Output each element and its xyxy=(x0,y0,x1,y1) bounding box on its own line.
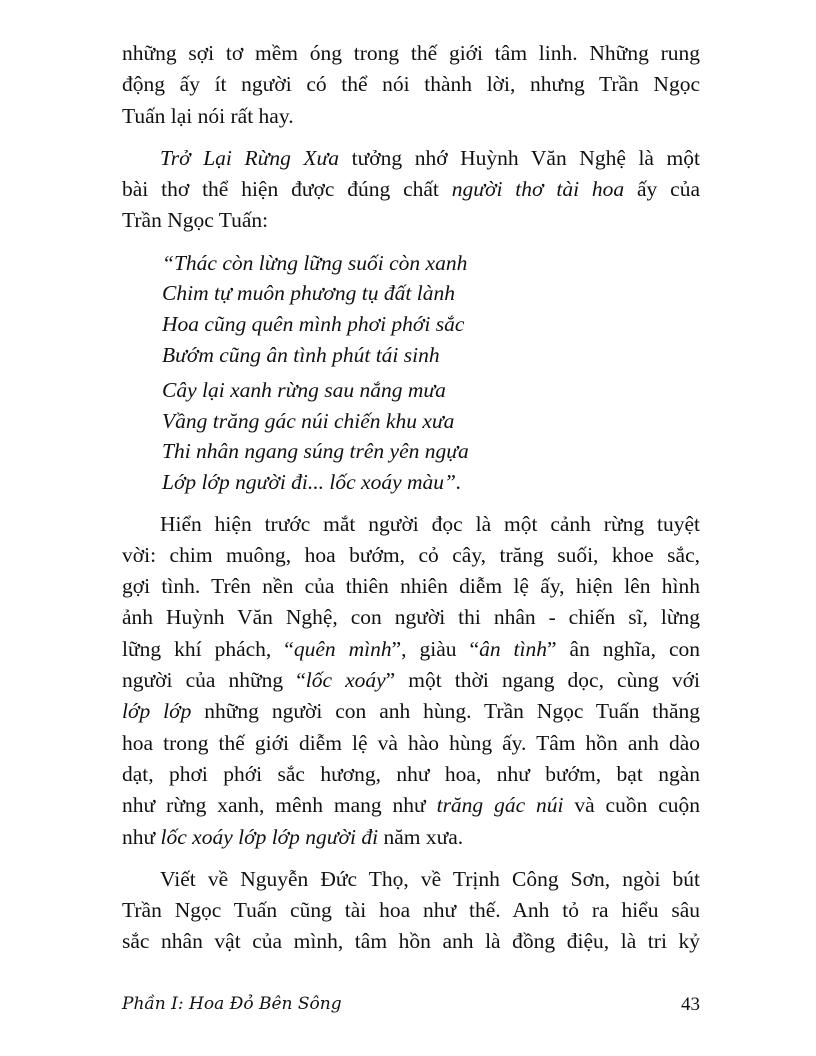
text-run: ấy của xyxy=(624,177,700,202)
text-run: hoa trong thế giới diễm lệ và hào hùng ấy. Tâm hồn anh dào xyxy=(122,730,700,755)
text-line xyxy=(122,634,700,665)
italic-text: lốc xoáy lớp lớp người đi xyxy=(160,824,379,849)
text-run: sắc nhân vật của mình, tâm hồn anh là đồng điệu, là tri kỷ xyxy=(122,929,700,954)
italic-text: người thơ tài hoa xyxy=(451,177,625,202)
text-run: Trần Ngọc Tuấn cũng tài hoa như thế. Anh tỏ ra hiểu sâu xyxy=(122,898,700,923)
text-line xyxy=(122,38,700,69)
italic-text: lốc xoáy xyxy=(305,668,386,693)
text-run: lững khí phách, “ xyxy=(122,636,294,661)
text-line xyxy=(122,665,700,696)
text-run: Viết về Nguyễn Đức Thọ, về Trịnh Công Sơn, ngòi bút xyxy=(160,866,700,891)
paragraph-gap xyxy=(122,237,700,248)
text-line xyxy=(122,759,700,790)
text-run: những người con anh hùng. Trần Ngọc Tuấn thăng xyxy=(191,699,700,724)
paragraph-gap xyxy=(122,853,700,864)
text-run: bài thơ thể hiện được đúng chất xyxy=(122,177,452,202)
text-run: những sợi tơ mềm óng trong thế giới tâm linh. Những rung xyxy=(122,41,700,65)
text-after-poem xyxy=(122,509,700,969)
text-run: ảnh Huỳnh Văn Nghệ, con người thi nhân - chiến sĩ, lừng xyxy=(122,605,700,630)
text-run: ”, giàu “ xyxy=(391,636,480,661)
text-line xyxy=(122,822,700,853)
poem-line: “Thác còn lừng lững suối còn xanh xyxy=(162,250,468,275)
text-line xyxy=(122,895,700,926)
poem-line: Thi nhân ngang súng trên yên ngựa xyxy=(162,439,469,464)
text-run: và cuồn cuộn xyxy=(563,793,700,818)
text-line xyxy=(122,864,700,895)
text-run: Tuấn lại nói rất hay. xyxy=(122,103,294,128)
text-line xyxy=(122,143,700,174)
paragraph xyxy=(122,864,700,958)
text-line xyxy=(122,509,700,540)
paragraph-gap xyxy=(122,958,700,969)
text-line xyxy=(122,728,700,759)
italic-text: lớp lớp xyxy=(122,699,192,724)
poem-line: Chim tự muôn phương tụ đất lành xyxy=(162,281,455,306)
text-line xyxy=(122,540,700,571)
text-line xyxy=(122,571,700,602)
italic-text: Trở Lại Rừng Xưa xyxy=(160,145,340,170)
italic-text: quên mình xyxy=(293,636,392,661)
text-run: như rừng xanh, mênh mang như xyxy=(122,793,437,818)
page-number: 43 xyxy=(681,994,700,1015)
text-line xyxy=(122,69,700,100)
paragraph xyxy=(122,509,700,853)
text-before-poem xyxy=(122,38,700,248)
text-run: động ấy ít người có thể nói thành lời, nhưng Trần Ngọc xyxy=(122,72,700,97)
text-line xyxy=(122,790,700,821)
italic-text: ân tình xyxy=(479,636,547,661)
text-run: Trần Ngọc Tuấn: xyxy=(122,208,269,233)
paragraph xyxy=(122,143,700,237)
text-run: vời: chim muông, hoa bướm, cỏ cây, trăng suối, khoe sắc, xyxy=(122,542,700,567)
poem-line: Hoa cũng quên mình phơi phới sắc xyxy=(162,311,465,336)
text-line xyxy=(122,696,700,727)
paragraph xyxy=(122,38,700,132)
text-line xyxy=(122,205,700,236)
text-line xyxy=(122,602,700,633)
paragraph-gap xyxy=(122,498,700,509)
page-body xyxy=(122,38,700,969)
poem-line: Bướm cũng ân tình phút tái sinh xyxy=(162,342,440,367)
poem-line: Vầng trăng gác núi chiến khu xưa xyxy=(162,408,455,433)
poem-line: Lớp lớp người đi... lốc xoáy màu”. xyxy=(162,469,462,494)
text-run: người của những “ xyxy=(122,668,306,693)
text-run: ” ân nghĩa, con xyxy=(547,636,700,661)
italic-text: trăng gác núi xyxy=(436,793,564,818)
text-line xyxy=(122,926,700,957)
text-line xyxy=(122,101,700,132)
text-run: gợi tình. Trên nền của thiên nhiên diễm lệ ấy, hiện lên hình xyxy=(122,574,700,599)
text-run: như xyxy=(122,824,161,849)
text-run: ” một thời ngang dọc, cùng với xyxy=(385,668,700,693)
running-footer-title: Phần I: Hoa Đỏ Bên Sông xyxy=(122,994,342,1014)
text-run: Hiển hiện trước mắt người đọc là một cảnh rừng tuyệt xyxy=(160,511,700,536)
text-run: năm xưa. xyxy=(378,824,464,849)
poem-quote xyxy=(122,248,700,509)
poem-line: Cây lại xanh rừng sau nắng mưa xyxy=(162,378,446,403)
text-run: tưởng nhớ Huỳnh Văn Nghệ là một xyxy=(339,145,700,170)
text-run: dạt, phơi phới sắc hương, như hoa, như bướm, bạt ngàn xyxy=(122,761,700,786)
page-footer xyxy=(122,994,700,1016)
text-line xyxy=(122,174,700,205)
paragraph-gap xyxy=(122,132,700,143)
